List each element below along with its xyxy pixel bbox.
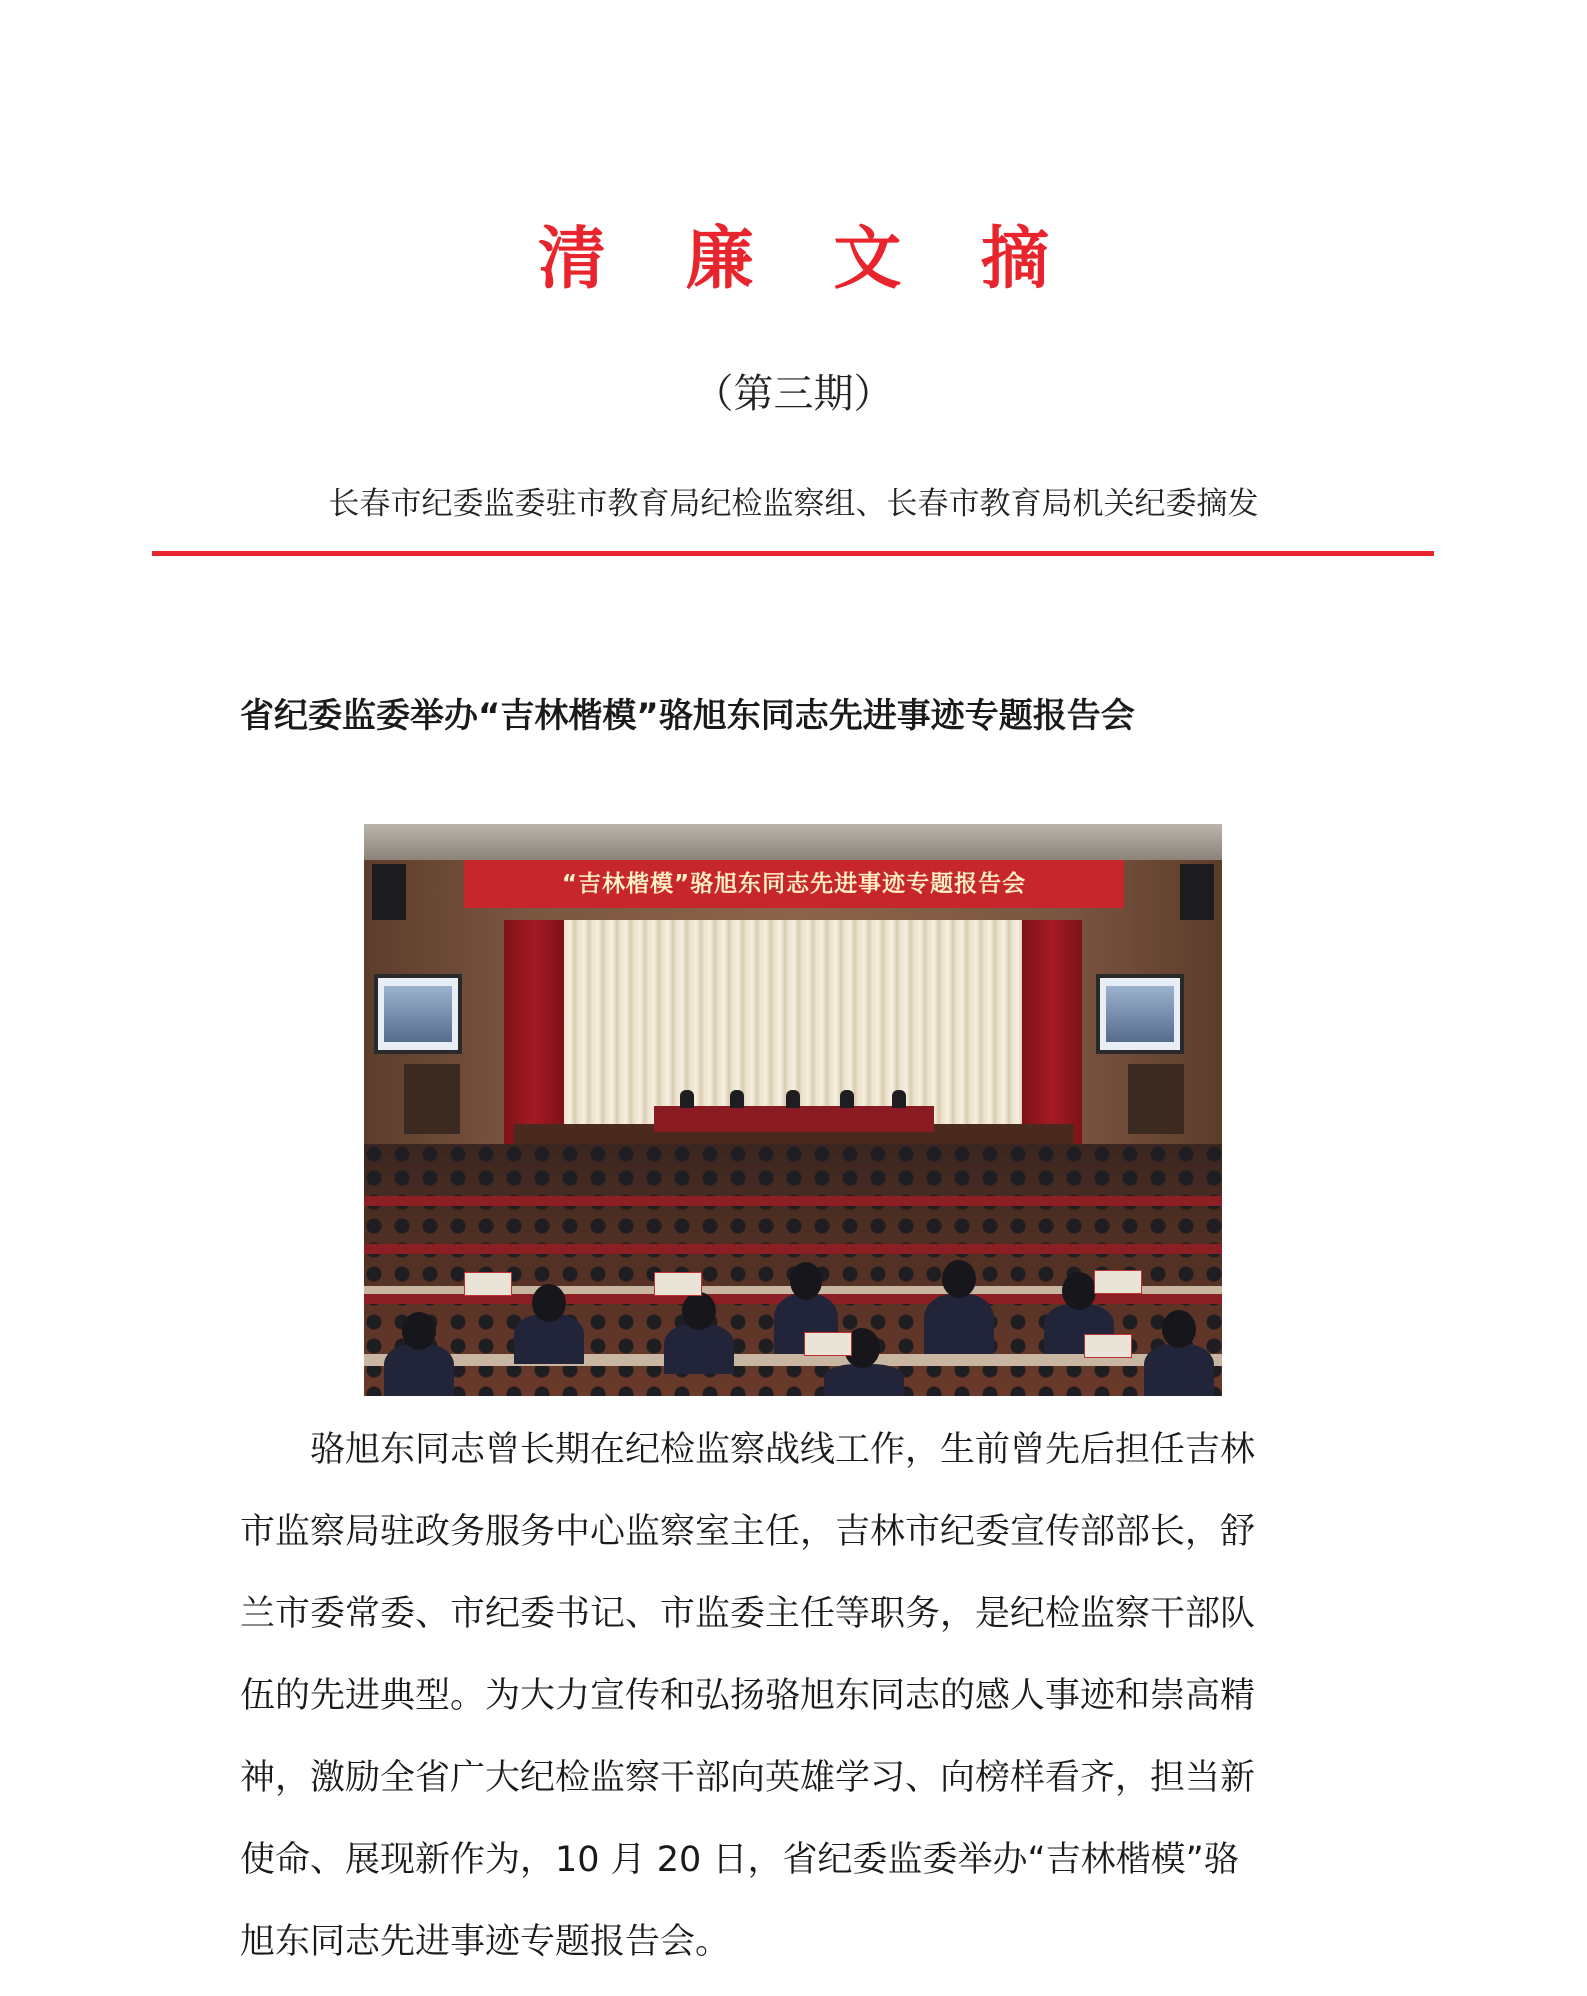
attendee-head bbox=[1062, 1272, 1096, 1310]
body-line-4: 伍的先进典型。为大力宣传和弘扬骆旭东同志的感人事迹和崇高精 bbox=[240, 1676, 1256, 1716]
attendee bbox=[384, 1344, 454, 1396]
masthead-title: 清 廉 文 摘 bbox=[537, 220, 1078, 299]
seat-row bbox=[364, 1196, 1222, 1206]
attendee-head bbox=[790, 1262, 822, 1300]
attendee bbox=[824, 1364, 904, 1396]
attendee-head bbox=[682, 1292, 716, 1330]
body-line-1: 骆旭东同志曾长期在纪检监察战线工作，生前曾先后担任吉林 bbox=[310, 1430, 1256, 1470]
rostrum-person bbox=[840, 1090, 854, 1108]
body-line-7: 旭东同志先进事迹专题报告会。 bbox=[240, 1922, 731, 1962]
ceiling bbox=[364, 824, 1222, 860]
wall-speaker bbox=[1180, 864, 1214, 920]
article-headline: 省纪委监委举办“吉林楷模”骆旭东同志先进事迹专题报告会 bbox=[240, 696, 1135, 736]
nameplate bbox=[1094, 1270, 1142, 1294]
conference-photo bbox=[364, 824, 1222, 1396]
publisher-line: 长春市纪委监委驻市教育局纪检监察组、长春市教育局机关纪委摘发 bbox=[328, 486, 1259, 522]
side-door bbox=[1128, 1064, 1184, 1134]
nameplate bbox=[1084, 1334, 1132, 1358]
curtain-left bbox=[504, 920, 564, 1152]
side-door bbox=[404, 1064, 460, 1134]
header-divider bbox=[152, 551, 1434, 556]
nameplate bbox=[804, 1332, 852, 1356]
body-line-3: 兰市委常委、市纪委书记、市监委主任等职务，是纪检监察干部队 bbox=[240, 1594, 1256, 1634]
curtain-right bbox=[1022, 920, 1082, 1152]
rostrum-person bbox=[786, 1090, 800, 1108]
rostrum-table bbox=[654, 1106, 934, 1132]
nameplate bbox=[464, 1272, 512, 1296]
nameplate bbox=[654, 1272, 702, 1296]
seat-row bbox=[364, 1244, 1222, 1254]
video-screen-left bbox=[374, 974, 462, 1054]
attendee bbox=[664, 1324, 734, 1374]
body-line-6: 使命、展现新作为，10 月 20 日，省纪委监委举办“吉林楷模”骆 bbox=[240, 1840, 1239, 1880]
attendee bbox=[1144, 1344, 1214, 1396]
attendee bbox=[924, 1294, 994, 1354]
attendee-head bbox=[402, 1312, 436, 1350]
body-line-2: 市监察局驻政务服务中心监察室主任，吉林市纪委宣传部部长，舒 bbox=[240, 1512, 1256, 1552]
stage-banner: “吉林楷模”骆旭东同志先进事迹专题报告会 bbox=[464, 860, 1124, 908]
rostrum-person bbox=[892, 1090, 906, 1108]
rostrum-person bbox=[730, 1090, 744, 1108]
attendee-head bbox=[1162, 1310, 1196, 1348]
attendee-head bbox=[532, 1284, 566, 1322]
attendee-head bbox=[942, 1260, 976, 1298]
issue-number: （第三期） bbox=[693, 371, 894, 417]
video-screen-right bbox=[1096, 974, 1184, 1054]
rostrum-person bbox=[680, 1090, 694, 1108]
wall-speaker bbox=[372, 864, 406, 920]
body-line-5: 神，激励全省广大纪检监察干部向英雄学习、向榜样看齐，担当新 bbox=[240, 1758, 1256, 1798]
